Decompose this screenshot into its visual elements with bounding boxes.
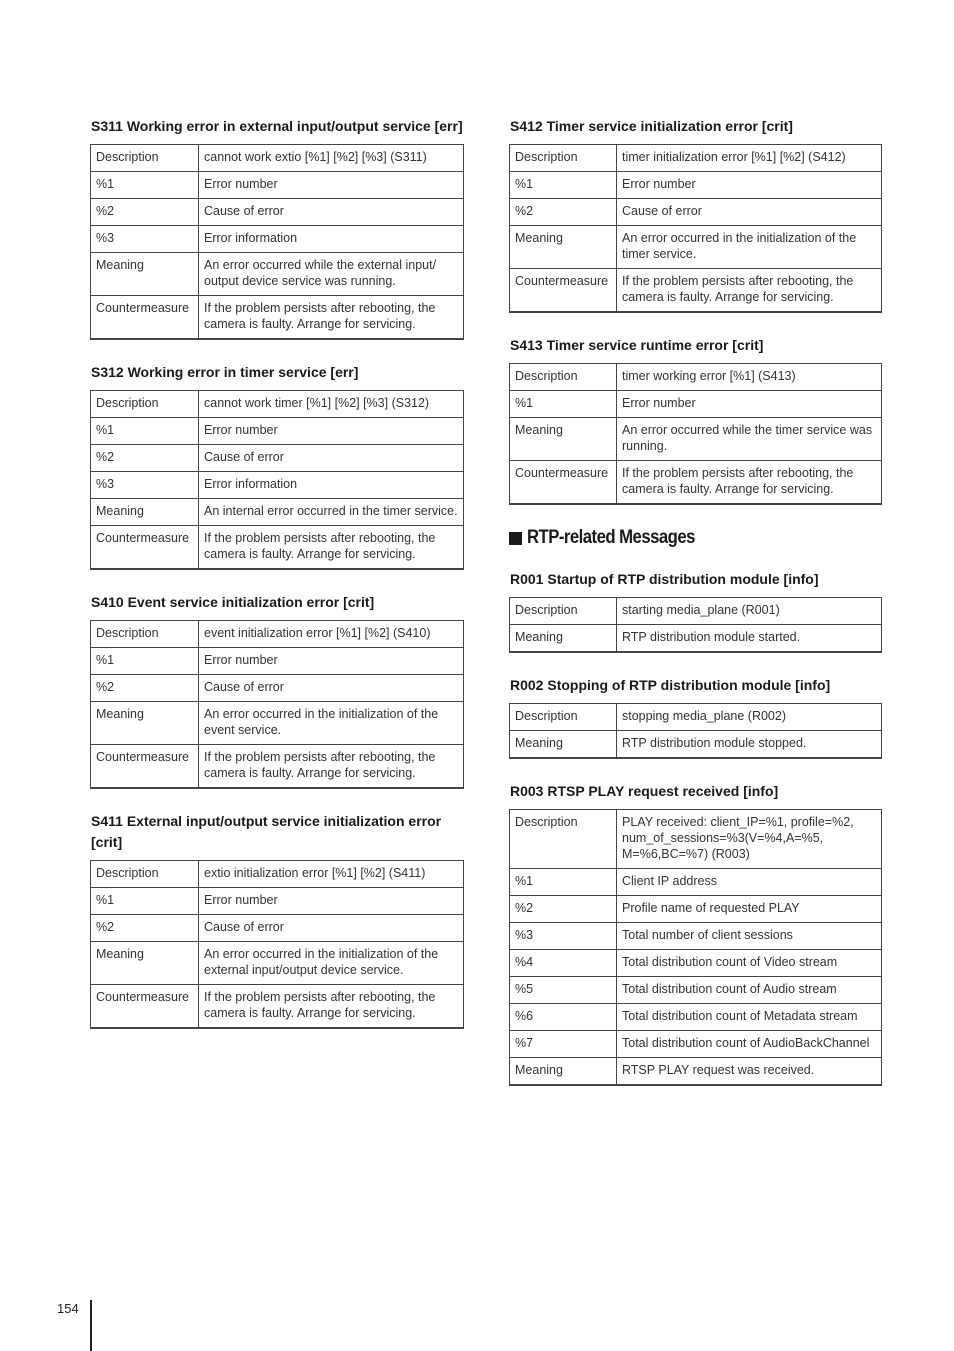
message-title: S312 Working error in timer service [err] <box>91 364 359 380</box>
row-label: %2 <box>91 199 199 226</box>
message-block <box>90 362 464 570</box>
row-label: Meaning <box>91 499 199 526</box>
table-row <box>510 145 882 172</box>
row-value: event initialization error [%1] [%2] (S410) <box>199 621 464 648</box>
message-block <box>509 116 882 313</box>
page-margin-rule <box>90 1300 92 1351</box>
section-heading <box>509 527 882 549</box>
page-number: 154 <box>57 1301 79 1316</box>
row-label: %1 <box>91 172 199 199</box>
row-value: Cause of error <box>199 675 464 702</box>
table-row <box>510 598 882 625</box>
table-row <box>91 985 464 1029</box>
table-row <box>91 861 464 888</box>
message-table <box>509 363 882 505</box>
table-row <box>91 915 464 942</box>
row-value: RTSP PLAY request was received. <box>617 1058 882 1086</box>
table-row <box>91 391 464 418</box>
table-row <box>510 869 882 896</box>
row-label: Meaning <box>510 731 617 759</box>
row-value: Cause of error <box>617 199 882 226</box>
table-row <box>91 942 464 985</box>
row-value: Total distribution count of Video stream <box>617 950 882 977</box>
message-title: S410 Event service initialization error [crit] <box>91 594 375 610</box>
row-label: Description <box>91 391 199 418</box>
row-value: Cause of error <box>199 445 464 472</box>
row-label: Meaning <box>91 253 199 296</box>
row-value: Cause of error <box>199 915 464 942</box>
message-table <box>90 860 464 1029</box>
message-block <box>509 675 882 759</box>
table-row <box>510 977 882 1004</box>
row-value: cannot work timer [%1] [%2] [%3] (S312) <box>199 391 464 418</box>
row-label: %1 <box>510 391 617 418</box>
row-label: %3 <box>91 472 199 499</box>
row-label: Meaning <box>91 702 199 745</box>
table-row <box>510 461 882 505</box>
row-label: %7 <box>510 1031 617 1058</box>
row-label: Meaning <box>510 226 617 269</box>
row-value: Error number <box>617 391 882 418</box>
table-row <box>91 296 464 340</box>
row-value: Error number <box>199 888 464 915</box>
table-row <box>510 810 882 869</box>
message-title: S413 Timer service runtime error [crit] <box>510 337 764 353</box>
table-row <box>91 621 464 648</box>
row-label: %2 <box>91 445 199 472</box>
table-row <box>510 731 882 759</box>
row-value: Error information <box>199 472 464 499</box>
row-label: Description <box>510 704 617 731</box>
left-column <box>90 116 464 1051</box>
row-value: RTP distribution module stopped. <box>617 731 882 759</box>
row-value: If the problem persists after rebooting, the camera is faulty. Arrange for servicing. <box>199 526 464 570</box>
message-table <box>509 597 882 653</box>
row-label: Meaning <box>510 625 617 653</box>
table-row <box>91 172 464 199</box>
row-label: %5 <box>510 977 617 1004</box>
row-value: Total distribution count of AudioBackChannel <box>617 1031 882 1058</box>
row-value: Total number of client sessions <box>617 923 882 950</box>
row-label: Description <box>510 598 617 625</box>
row-value: An error occurred while the external input/ output device service was running. <box>199 253 464 296</box>
table-row <box>91 253 464 296</box>
message-block <box>90 116 464 340</box>
message-table <box>509 809 882 1086</box>
table-row <box>91 675 464 702</box>
row-value: Total distribution count of Audio stream <box>617 977 882 1004</box>
right-column-bottom <box>509 569 882 1086</box>
row-value: timer working error [%1] (S413) <box>617 364 882 391</box>
row-label: Description <box>91 861 199 888</box>
row-value: stopping media_plane (R002) <box>617 704 882 731</box>
row-label: Meaning <box>510 418 617 461</box>
table-row <box>91 199 464 226</box>
right-column-top <box>509 116 882 505</box>
row-label: %6 <box>510 1004 617 1031</box>
table-row <box>510 269 882 313</box>
row-value: Error number <box>617 172 882 199</box>
table-row <box>510 199 882 226</box>
table-row <box>91 745 464 789</box>
row-label: %2 <box>91 915 199 942</box>
message-title: R003 RTSP PLAY request received [info] <box>510 783 779 799</box>
table-row <box>510 226 882 269</box>
row-label: %1 <box>510 172 617 199</box>
table-row <box>91 702 464 745</box>
table-row <box>510 896 882 923</box>
message-title: R001 Startup of RTP distribution module [info] <box>510 571 819 587</box>
row-label: Description <box>91 145 199 172</box>
row-label: %1 <box>91 418 199 445</box>
table-row <box>510 1058 882 1086</box>
table-row <box>510 1004 882 1031</box>
message-block <box>509 781 882 1086</box>
table-row <box>510 418 882 461</box>
table-row <box>91 226 464 253</box>
row-label: Meaning <box>510 1058 617 1086</box>
row-value: Client IP address <box>617 869 882 896</box>
table-row <box>510 923 882 950</box>
message-table <box>90 620 464 789</box>
table-row <box>510 364 882 391</box>
table-row <box>91 499 464 526</box>
message-title: S411 External input/output service initialization error [crit] <box>91 813 442 850</box>
row-value: An error occurred in the initialization of the event service. <box>199 702 464 745</box>
row-label: %1 <box>510 869 617 896</box>
table-row <box>91 418 464 445</box>
table-row <box>91 648 464 675</box>
row-value: Error information <box>199 226 464 253</box>
row-value: If the problem persists after rebooting, the camera is faulty. Arrange for servicing. <box>617 461 882 505</box>
row-label: Description <box>510 810 617 869</box>
message-title: S311 Working error in external input/output service [err] <box>91 118 463 134</box>
row-value: An error occurred in the initialization of the external input/output device service. <box>199 942 464 985</box>
right-column <box>509 116 882 1108</box>
message-block <box>90 592 464 789</box>
table-row <box>91 445 464 472</box>
row-label: %3 <box>510 923 617 950</box>
row-value: If the problem persists after rebooting, the camera is faulty. Arrange for servicing. <box>199 745 464 789</box>
table-row <box>510 1031 882 1058</box>
row-value: If the problem persists after rebooting, the camera is faulty. Arrange for servicing. <box>199 296 464 340</box>
row-label: Description <box>91 621 199 648</box>
row-label: %2 <box>510 896 617 923</box>
row-value: starting media_plane (R001) <box>617 598 882 625</box>
row-label: %2 <box>510 199 617 226</box>
row-value: cannot work extio [%1] [%2] [%3] (S311) <box>199 145 464 172</box>
row-label: Countermeasure <box>91 526 199 570</box>
row-value: extio initialization error [%1] [%2] (S411) <box>199 861 464 888</box>
table-row <box>510 950 882 977</box>
row-label: Meaning <box>91 942 199 985</box>
message-table <box>90 144 464 340</box>
row-value: PLAY received: client_IP=%1, profile=%2, num_of_sessions=%3(V=%4,A=%5, M=%6,BC=%7) (R003) <box>617 810 882 869</box>
table-row <box>91 472 464 499</box>
row-label: %4 <box>510 950 617 977</box>
table-row <box>91 145 464 172</box>
message-block <box>509 335 882 505</box>
section-title: RTP-related Messages <box>527 527 695 548</box>
row-value: An internal error occurred in the timer service. <box>199 499 464 526</box>
row-label: Countermeasure <box>91 745 199 789</box>
message-title: R002 Stopping of RTP distribution module [info] <box>510 677 831 693</box>
row-label: Countermeasure <box>510 461 617 505</box>
table-row <box>510 625 882 653</box>
row-label: %3 <box>91 226 199 253</box>
table-row <box>510 391 882 418</box>
row-value: If the problem persists after rebooting, the camera is faulty. Arrange for servicing. <box>617 269 882 313</box>
row-label: Description <box>510 145 617 172</box>
row-label: %1 <box>91 888 199 915</box>
message-table <box>509 144 882 313</box>
row-value: Error number <box>199 172 464 199</box>
message-block <box>90 811 464 1029</box>
row-value: An error occurred while the timer service was running. <box>617 418 882 461</box>
row-value: timer initialization error [%1] [%2] (S412) <box>617 145 882 172</box>
table-row <box>510 172 882 199</box>
message-title: S412 Timer service initialization error [crit] <box>510 118 793 134</box>
row-label: Countermeasure <box>91 985 199 1029</box>
table-row <box>91 888 464 915</box>
row-value: Error number <box>199 418 464 445</box>
row-label: Countermeasure <box>510 269 617 313</box>
table-row <box>510 704 882 731</box>
table-row <box>91 526 464 570</box>
row-value: Cause of error <box>199 199 464 226</box>
row-label: Countermeasure <box>91 296 199 340</box>
row-value: RTP distribution module started. <box>617 625 882 653</box>
row-value: Profile name of requested PLAY <box>617 896 882 923</box>
row-value: Total distribution count of Metadata stream <box>617 1004 882 1031</box>
message-block <box>509 569 882 653</box>
row-label: %1 <box>91 648 199 675</box>
square-bullet-icon <box>509 532 522 545</box>
row-label: Description <box>510 364 617 391</box>
row-label: %2 <box>91 675 199 702</box>
row-value: An error occurred in the initialization of the timer service. <box>617 226 882 269</box>
row-value: Error number <box>199 648 464 675</box>
row-value: If the problem persists after rebooting, the camera is faulty. Arrange for servicing. <box>199 985 464 1029</box>
message-table <box>90 390 464 570</box>
message-table <box>509 703 882 759</box>
